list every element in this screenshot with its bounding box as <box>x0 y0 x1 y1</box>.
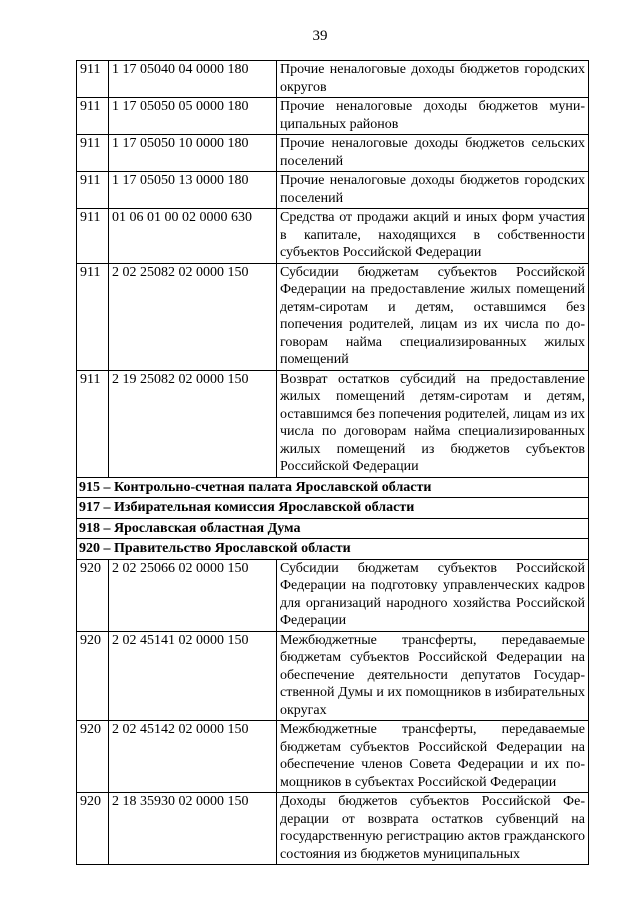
budget-code-cell: 1 17 05040 04 0000 180 <box>109 61 277 98</box>
budget-code-cell: 01 06 01 00 02 0000 630 <box>109 209 277 264</box>
revenue-name-cell: Межбюджетные трансферты, передаваемые бюджетам субъектов Российской Федерации на обеспечение деятельности депутатов Государственной Думы и их помощников в избирательных округах <box>277 631 589 721</box>
budget-code-cell: 2 18 35930 02 0000 150 <box>109 793 277 865</box>
revenue-name-cell: Межбюджетные трансферты, передаваемые бюджетам субъектов Российской Федерации на обеспечение членов Совета Федерации и их помощников в субъектах Российской Федерации <box>277 721 589 793</box>
table-row <box>77 793 589 865</box>
admin-code-cell: 920 <box>77 721 109 793</box>
admin-code-cell: 911 <box>77 209 109 264</box>
page-number: 39 <box>312 28 328 44</box>
table-row <box>77 172 589 209</box>
section-header-row <box>77 498 589 519</box>
table-body <box>77 61 589 865</box>
budget-code-cell: 1 17 05050 13 0000 180 <box>109 172 277 209</box>
revenue-name-cell: Прочие неналоговые доходы бюджетов городских округов <box>277 61 589 98</box>
budget-code-cell: 1 17 05050 05 0000 180 <box>109 98 277 135</box>
table-row <box>77 631 589 721</box>
section-title: 917 – Избирательная комиссия Ярославской области <box>77 498 589 519</box>
revenue-name-cell: Субсидии бюджетам субъектов Российской Федерации на предоставление жилых помещений детям-сиротам и детям, оставшимся без попечения родителей, лицам из их числа по договорам найма специализированных жилых помещений <box>277 263 589 370</box>
admin-code-cell: 911 <box>77 98 109 135</box>
admin-code-cell: 911 <box>77 135 109 172</box>
revenue-name-cell: Прочие неналоговые доходы бюджетов городских поселений <box>277 172 589 209</box>
table-row <box>77 721 589 793</box>
section-header-row <box>77 518 589 539</box>
admin-code-cell: 911 <box>77 61 109 98</box>
table-row <box>77 370 589 477</box>
budget-code-cell: 2 02 45142 02 0000 150 <box>109 721 277 793</box>
admin-code-cell: 911 <box>77 172 109 209</box>
table-row <box>77 559 589 631</box>
admin-code-cell: 920 <box>77 793 109 865</box>
section-title: 915 – Контрольно-счетная палата Ярославской области <box>77 477 589 498</box>
revenue-name-cell: Субсидии бюджетам субъектов Российской Федерации на подготовку управленческих кадров для организаций народного хозяйства Российской Федерации <box>277 559 589 631</box>
section-header-row <box>77 477 589 498</box>
table-row <box>77 135 589 172</box>
revenue-name-cell: Прочие неналоговые доходы бюджетов сельских поселений <box>277 135 589 172</box>
table-row <box>77 61 589 98</box>
budget-code-cell: 2 02 25082 02 0000 150 <box>109 263 277 370</box>
revenue-codes-table <box>76 60 589 865</box>
budget-code-cell: 2 19 25082 02 0000 150 <box>109 370 277 477</box>
table-row <box>77 263 589 370</box>
admin-code-cell: 920 <box>77 631 109 721</box>
table-row <box>77 209 589 264</box>
table-row <box>77 98 589 135</box>
section-title: 920 – Правительство Ярославской области <box>77 539 589 560</box>
admin-code-cell: 911 <box>77 370 109 477</box>
section-header-row <box>77 539 589 560</box>
budget-code-cell: 2 02 45141 02 0000 150 <box>109 631 277 721</box>
budget-code-cell: 2 02 25066 02 0000 150 <box>109 559 277 631</box>
revenue-name-cell: Прочие неналоговые доходы бюджетов муниципальных районов <box>277 98 589 135</box>
revenue-name-cell: Доходы бюджетов субъектов Российской Федерации от возврата остатков субвенций на государственную регистрацию актов гражданского состояния из бюджетов муниципальных <box>277 793 589 865</box>
section-title: 918 – Ярославская областная Дума <box>77 518 589 539</box>
revenue-name-cell: Средства от продажи акций и иных форм участия в капитале, находящихся в собственности субъектов Российской Федерации <box>277 209 589 264</box>
admin-code-cell: 911 <box>77 263 109 370</box>
budget-code-cell: 1 17 05050 10 0000 180 <box>109 135 277 172</box>
admin-code-cell: 920 <box>77 559 109 631</box>
revenue-name-cell: Возврат остатков субсидий на предоставление жилых помещений детям-сиротам и детям, оставшимся без попечения родителей, лицам из их числа по договорам найма специализированных жилых помещений из бюджетов субъектов Российской Федерации <box>277 370 589 477</box>
